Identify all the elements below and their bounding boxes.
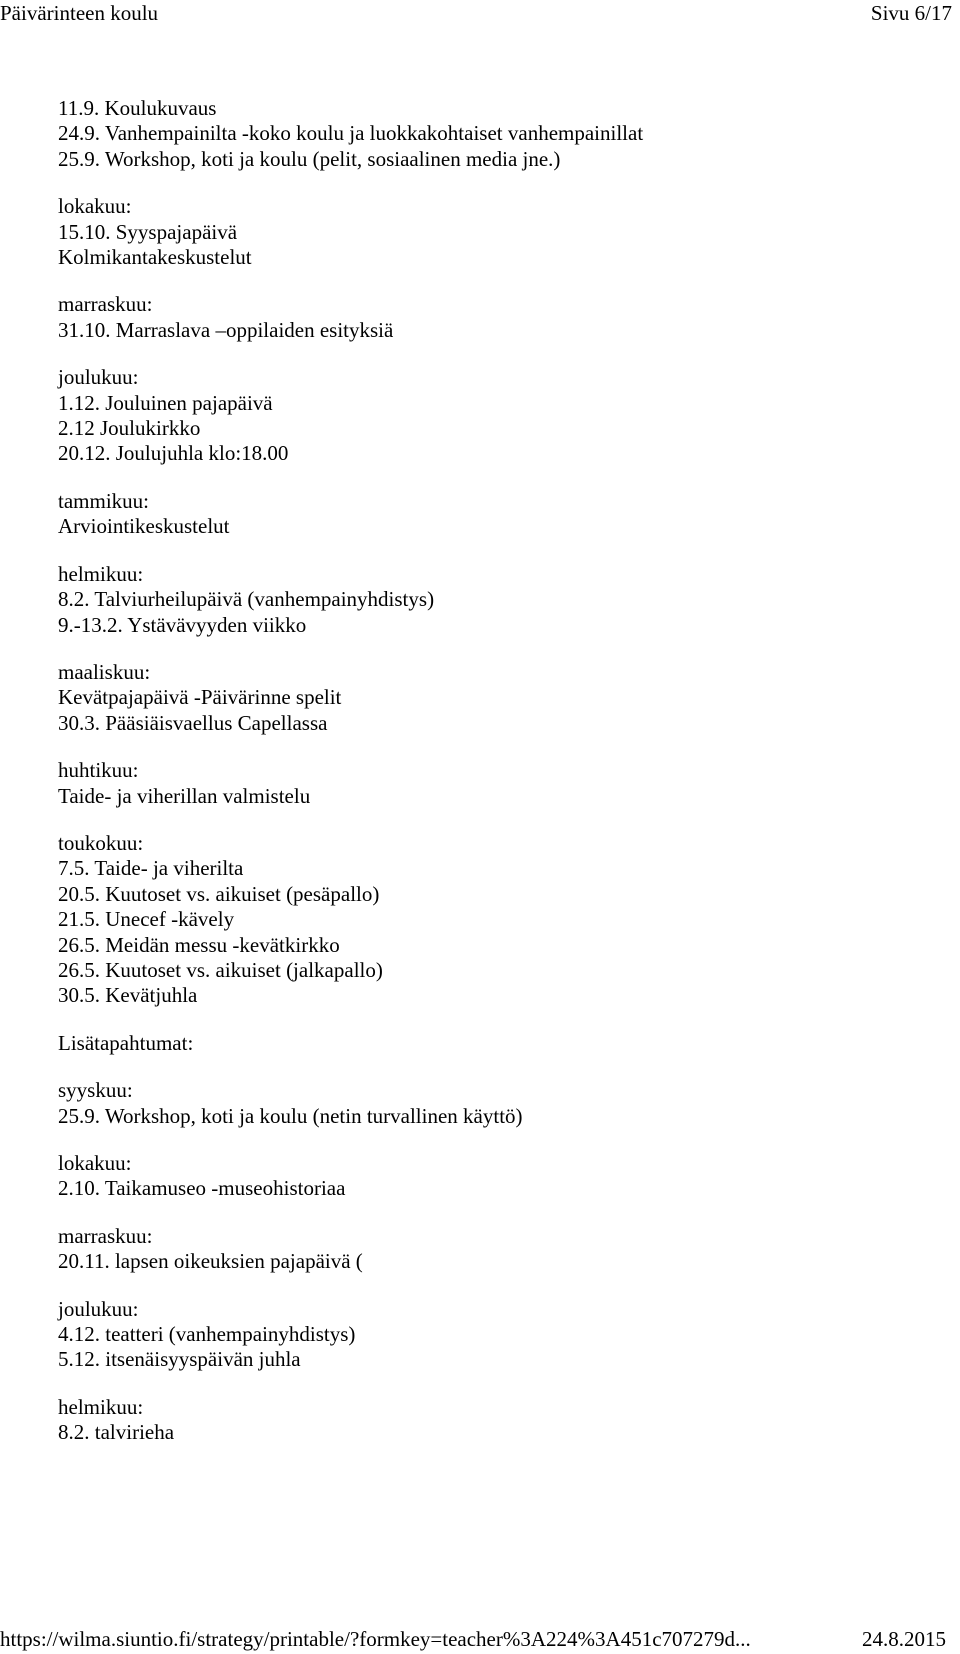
month-heading: toukokuu: — [58, 830, 144, 855]
event-item: 5.12. itsenäisyyspäivän juhla — [58, 1347, 301, 1372]
event-calendar — [58, 96, 938, 1446]
event-item: 9.-13.2. Ystävävyyden viikko — [58, 612, 307, 637]
additional-events-title: Lisätapahtumat: — [58, 1030, 194, 1055]
section-october — [58, 194, 938, 270]
event-item: Arviointikeskustelut — [58, 514, 230, 539]
section-january — [58, 489, 938, 540]
extra-section-december — [58, 1297, 938, 1373]
event-item: 30.3. Pääsiäisvaellus Capellassa — [58, 710, 328, 735]
month-heading: lokakuu: — [58, 194, 132, 219]
section-february — [58, 562, 938, 638]
event-item: 20.11. lapsen oikeuksien pajapäivä ( — [58, 1249, 363, 1274]
event-item: 4.12. teatteri (vanhempainyhdistys) — [58, 1322, 356, 1347]
event-item: 15.10. Syyspajapäivä — [58, 219, 238, 244]
month-heading: joulukuu: — [58, 1296, 139, 1321]
source-url[interactable]: https://wilma.siuntio.fi/strategy/printable/?formkey=teacher%3A224%3A451c707279d... — [0, 1627, 751, 1651]
section-may — [58, 831, 938, 1009]
print-date: 24.8.2015 — [862, 1627, 946, 1651]
document-title: Päivärinteen koulu — [0, 1, 159, 25]
event-item: 25.9. Workshop, koti ja koulu (pelit, sosiaalinen media jne.) — [58, 146, 561, 171]
event-item: 11.9. Koulukuvaus — [58, 96, 217, 120]
event-item: 1.12. Jouluinen pajapäivä — [58, 390, 273, 415]
event-item: 25.9. Workshop, koti ja koulu (netin turvallinen käyttö) — [58, 1103, 523, 1128]
event-item: 2.12 Joulukirkko — [58, 416, 201, 441]
extra-section-november — [58, 1224, 938, 1275]
page-header — [0, 0, 952, 30]
month-heading: helmikuu: — [58, 561, 144, 586]
event-item: 20.12. Joulujuhla klo:18.00 — [58, 441, 289, 466]
section-september — [58, 96, 938, 172]
extra-section-february — [58, 1395, 938, 1446]
month-heading: lokakuu: — [58, 1151, 132, 1175]
month-heading: huhtikuu: — [58, 758, 139, 783]
month-heading: tammikuu: — [58, 488, 149, 513]
page-number: Sivu 6/17 — [870, 1, 952, 25]
month-heading: helmikuu: — [58, 1394, 144, 1419]
event-item: 26.5. Kuutoset vs. aikuiset (jalkapallo) — [58, 957, 383, 982]
extra-section-october — [58, 1151, 938, 1202]
month-heading: maaliskuu: — [58, 659, 151, 684]
event-item: Kevätpajapäivä -Päivärinne spelit — [58, 685, 342, 710]
page-footer — [0, 1626, 946, 1654]
event-item: 31.10. Marraslava –oppilaiden esityksiä — [58, 317, 394, 342]
event-item: 20.5. Kuutoset vs. aikuiset (pesäpallo) — [58, 881, 380, 906]
event-item: 8.2. talvirieha — [58, 1420, 175, 1445]
month-heading: marraskuu: — [58, 292, 153, 317]
event-item: Kolmikantakeskustelut — [58, 245, 252, 270]
event-item: 7.5. Taide- ja viherilta — [58, 856, 244, 881]
event-item: 26.5. Meidän messu -kevätkirkko — [58, 932, 340, 957]
event-item: Taide- ja viherillan valmistelu — [58, 783, 311, 808]
month-heading: marraskuu: — [58, 1223, 153, 1248]
month-heading: syyskuu: — [58, 1078, 133, 1103]
event-item: 2.10. Taikamuseo -museohistoriaa — [58, 1176, 346, 1201]
month-heading: joulukuu: — [58, 365, 139, 390]
section-november — [58, 292, 938, 343]
event-item: 30.5. Kevätjuhla — [58, 983, 198, 1008]
event-item: 24.9. Vanhempainilta -koko koulu ja luokkakohtaiset vanhempainillat — [58, 121, 644, 146]
section-april — [58, 758, 938, 809]
event-item: 8.2. Talviurheilupäivä (vanhempainyhdistys) — [58, 587, 435, 612]
section-december — [58, 365, 938, 467]
extra-section-september — [58, 1078, 938, 1129]
event-item: 21.5. Unecef -kävely — [58, 907, 235, 932]
section-march — [58, 660, 938, 736]
